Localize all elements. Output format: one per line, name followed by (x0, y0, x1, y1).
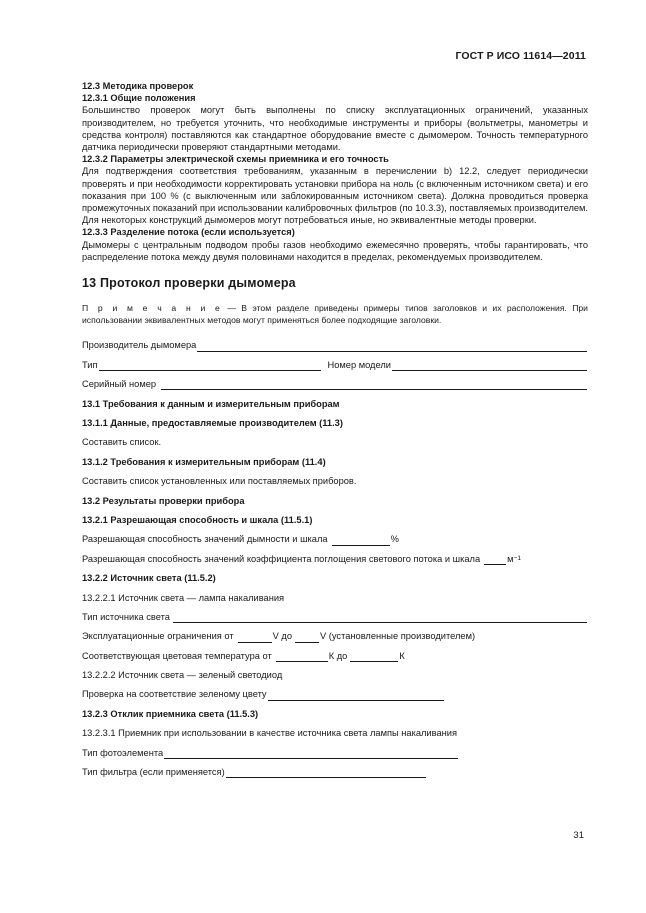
model-label: Номер модели (327, 359, 391, 370)
heading-13-2-3-1: 13.2.3.1 Приемник при использовании в качестве источника света лампы накаливания (82, 728, 457, 739)
light-type-field[interactable] (173, 612, 587, 623)
heading-13-2: 13.2 Результаты проверки прибора (82, 495, 245, 506)
res-opacity-label: Разрешающая способность значений дымности и шкала (82, 534, 328, 545)
temp-label-from: Соответствующая цветовая температура от (82, 650, 272, 661)
temp-label-unit: К (399, 650, 405, 661)
note (82, 303, 588, 326)
res-opacity-field[interactable] (332, 535, 390, 546)
serial-field[interactable] (161, 379, 587, 390)
res-opacity-unit: % (390, 534, 399, 545)
note-label: П р и м е ч а н и е (82, 303, 222, 314)
limits-label-note: V (установленные производителем) (320, 631, 476, 642)
photo-type-label: Тип фотоэлемента (82, 747, 164, 758)
heading-12-3-1: 12.3.1 Общие положения (82, 93, 196, 104)
temp-to-field[interactable] (350, 651, 398, 662)
heading-12-3: 12.3 Методика проверок (82, 81, 194, 91)
page-content (82, 80, 588, 778)
res-k-unit: м (507, 553, 514, 564)
form-row-type-model (82, 352, 588, 371)
document-id: ГОСТ Р ИСО 11614—2011 (455, 50, 586, 62)
heading-13-1-2: 13.1.2 Требования к измерительным приборам (11.4) (82, 456, 326, 467)
text-13-1-1: Составить список. (82, 437, 162, 448)
heading-13: 13 Протокол проверки дымомера (82, 276, 296, 291)
heading-13-1: 13.1 Требования к данным и измерительным приборам (82, 398, 340, 409)
light-type-label: Тип источника света (82, 611, 170, 622)
heading-12-3-3: 12.3.3 Разделение потока (если используется) (82, 227, 295, 238)
form-row-light-type (82, 604, 588, 623)
paragraph-12-3-3: Дымомеры с центральным подводом пробы газов необходимо ежемесячно проверять, чтобы гарантировать, что распределение потока между двумя половинами находится в пределах, рекомендуемых производителем. (82, 239, 588, 262)
filter-type-field[interactable] (226, 767, 426, 778)
heading-13-1-1: 13.1.1 Данные, предоставляемые производителем (11.3) (82, 418, 343, 428)
form-row-filter-type (82, 759, 588, 778)
heading-13-2-1: 13.2.1 Разрешающая способность и шкала (11.5.1) (82, 514, 313, 525)
paragraph-12-3-2: Для подтверждения соответствия требованиям, указанным в перечислении b) 12.2, следует периодически проверять и при необходимости корректировать установки прибора на ноль (с включенным источником света) и его показания при 100 % (с выключенным или заблокированным источником света). Должна проводиться проверка промежуточных показаний при использовании калибровочных фильтров (по 10.3.3), поставляемых производителем. Для некоторых конструкций дымомеров могут потребоваться иные, но эквивалентные методы проверки. (82, 166, 589, 226)
form-row-limits (82, 623, 588, 642)
page-number: 31 (573, 830, 584, 841)
limits-from-field[interactable] (238, 632, 272, 643)
temp-label-to: К до (328, 650, 348, 661)
note-text: — В этом разделе приведены примеры типов заголовков и их расположения. При использовании эквивалентных методов могут применяться более подходящие заголовки. (82, 303, 588, 325)
heading-13-2-2: 13.2.2 Источник света (11.5.2) (82, 573, 216, 584)
form-row-manufacturer (82, 332, 588, 351)
limits-to-field[interactable] (295, 632, 319, 643)
form-row-res-opacity (82, 526, 588, 545)
text-13-1-2: Составить список установленных или поставляемых приборов. (82, 476, 357, 487)
filter-type-label: Тип фильтра (если применяется) (82, 767, 225, 778)
manufacturer-field[interactable] (197, 341, 587, 352)
res-k-field[interactable] (484, 554, 506, 565)
heading-13-2-2-2: 13.2.2.2 Источник света — зеленый светодиод (82, 670, 283, 681)
form-row-color-temp (82, 643, 588, 662)
form-row-serial (82, 371, 588, 390)
photo-type-field[interactable] (164, 748, 458, 759)
form-row-photo-type (82, 739, 588, 758)
limits-label-to: V до (272, 631, 292, 642)
heading-13-2-3: 13.2.3 Отклик приемника света (11.5.3) (82, 708, 259, 719)
form-row-green-check (82, 681, 588, 700)
type-label: Тип (82, 359, 98, 370)
heading-13-2-2-1: 13.2.2.1 Источник света — лампа накаливания (82, 592, 285, 603)
green-check-field[interactable] (268, 690, 444, 701)
type-field[interactable] (99, 360, 321, 371)
heading-12-3-2: 12.3.2 Параметры электрической схемы приемника и его точность (82, 154, 389, 165)
temp-from-field[interactable] (276, 651, 328, 662)
serial-label: Серийный номер (82, 379, 157, 390)
limits-label-from: Эксплуатационные ограничения от (82, 631, 234, 642)
model-field[interactable] (392, 360, 587, 371)
form-row-res-k (82, 546, 588, 565)
paragraph-12-3-1: Большинство проверок могут быть выполнены по списку эксплуатационных ограничений, указанных производителем, но требуется уточнить, что необходимые инструменты и приборы (вольтметры, манометры и средства контроля) поставляются как стандартное оборудование вместе с дымомером. Точность температурного датчика периодически проверяют стандартными методами. (82, 105, 588, 153)
res-k-label: Разрешающая способность значений коэффициента поглощения светового потока и шкала (82, 553, 481, 564)
manufacturer-label: Производитель дымомера (82, 340, 197, 351)
res-k-exponent: −1 (513, 554, 521, 562)
green-check-label: Проверка на соответствие зеленому цвету (82, 689, 267, 700)
